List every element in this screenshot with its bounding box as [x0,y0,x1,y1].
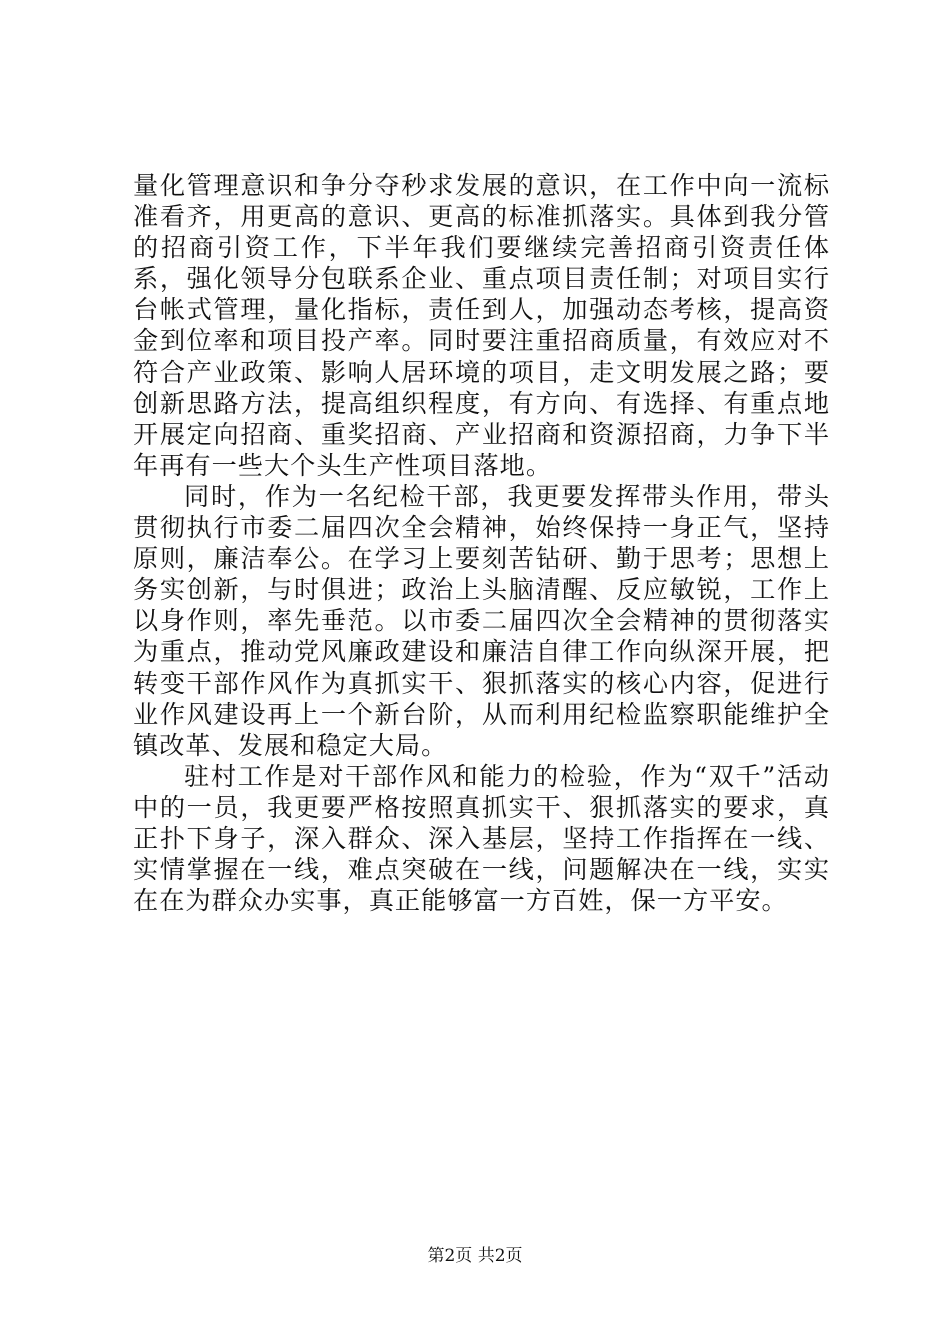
page-number-footer: 第2页 共2页 [427,1246,523,1266]
paragraph-1: 量化管理意识和争分夺秒求发展的意识，在工作中向一流标准看齐，用更高的意识、更高的标准抓落实。具体到我分管的招商引资工作，下半年我们要继续完善招商引资责任体系，强化领导分包联系企业、重点项目责任制；对项目实行台帐式管理，量化指标，责任到人，加强动态考核，提高资金到位率和项目投产率。同时要注重招商质量，有效应对不符合产业政策、影响人居环境的项目，走文明发展之路；要创新思路方法，提高组织程度，有方向、有选择、有重点地开展定向招商、重奖招商、产业招商和资源招商，力争下半年再有一些大个头生产性项目落地。 [133,171,830,480]
paragraph-3: 驻村工作是对干部作风和能力的检验，作为“双千”活动中的一员，我更要严格按照真抓实干、狠抓落实的要求，真正扑下身子，深入群众、深入基层，坚持工作指挥在一线、实情掌握在一线，难点突破在一线，问题解决在一线，实实在在为群众办实事，真正能够富一方百姓，保一方平安。 [133,761,830,916]
body-text [133,170,830,916]
paragraph-2: 同时，作为一名纪检干部，我更要发挥带头作用，带头贯彻执行市委二届四次全会精神，始终保持一身正气，坚持原则，廉洁奉公。在学习上要刻苦钻研、勤于思考；思想上务实创新，与时俱进；政治上头脑清醒、反应敏锐，工作上以身作则，率先垂范。以市委二届四次全会精神的贯彻落实为重点，推动党风廉政建设和廉洁自律工作向纵深开展，把转变干部作风作为真抓实干、狠抓落实的核心内容，促进行业作风建设再上一个新台阶，从而利用纪检监察职能维护全镇改革、发展和稳定大局。 [133,481,830,760]
